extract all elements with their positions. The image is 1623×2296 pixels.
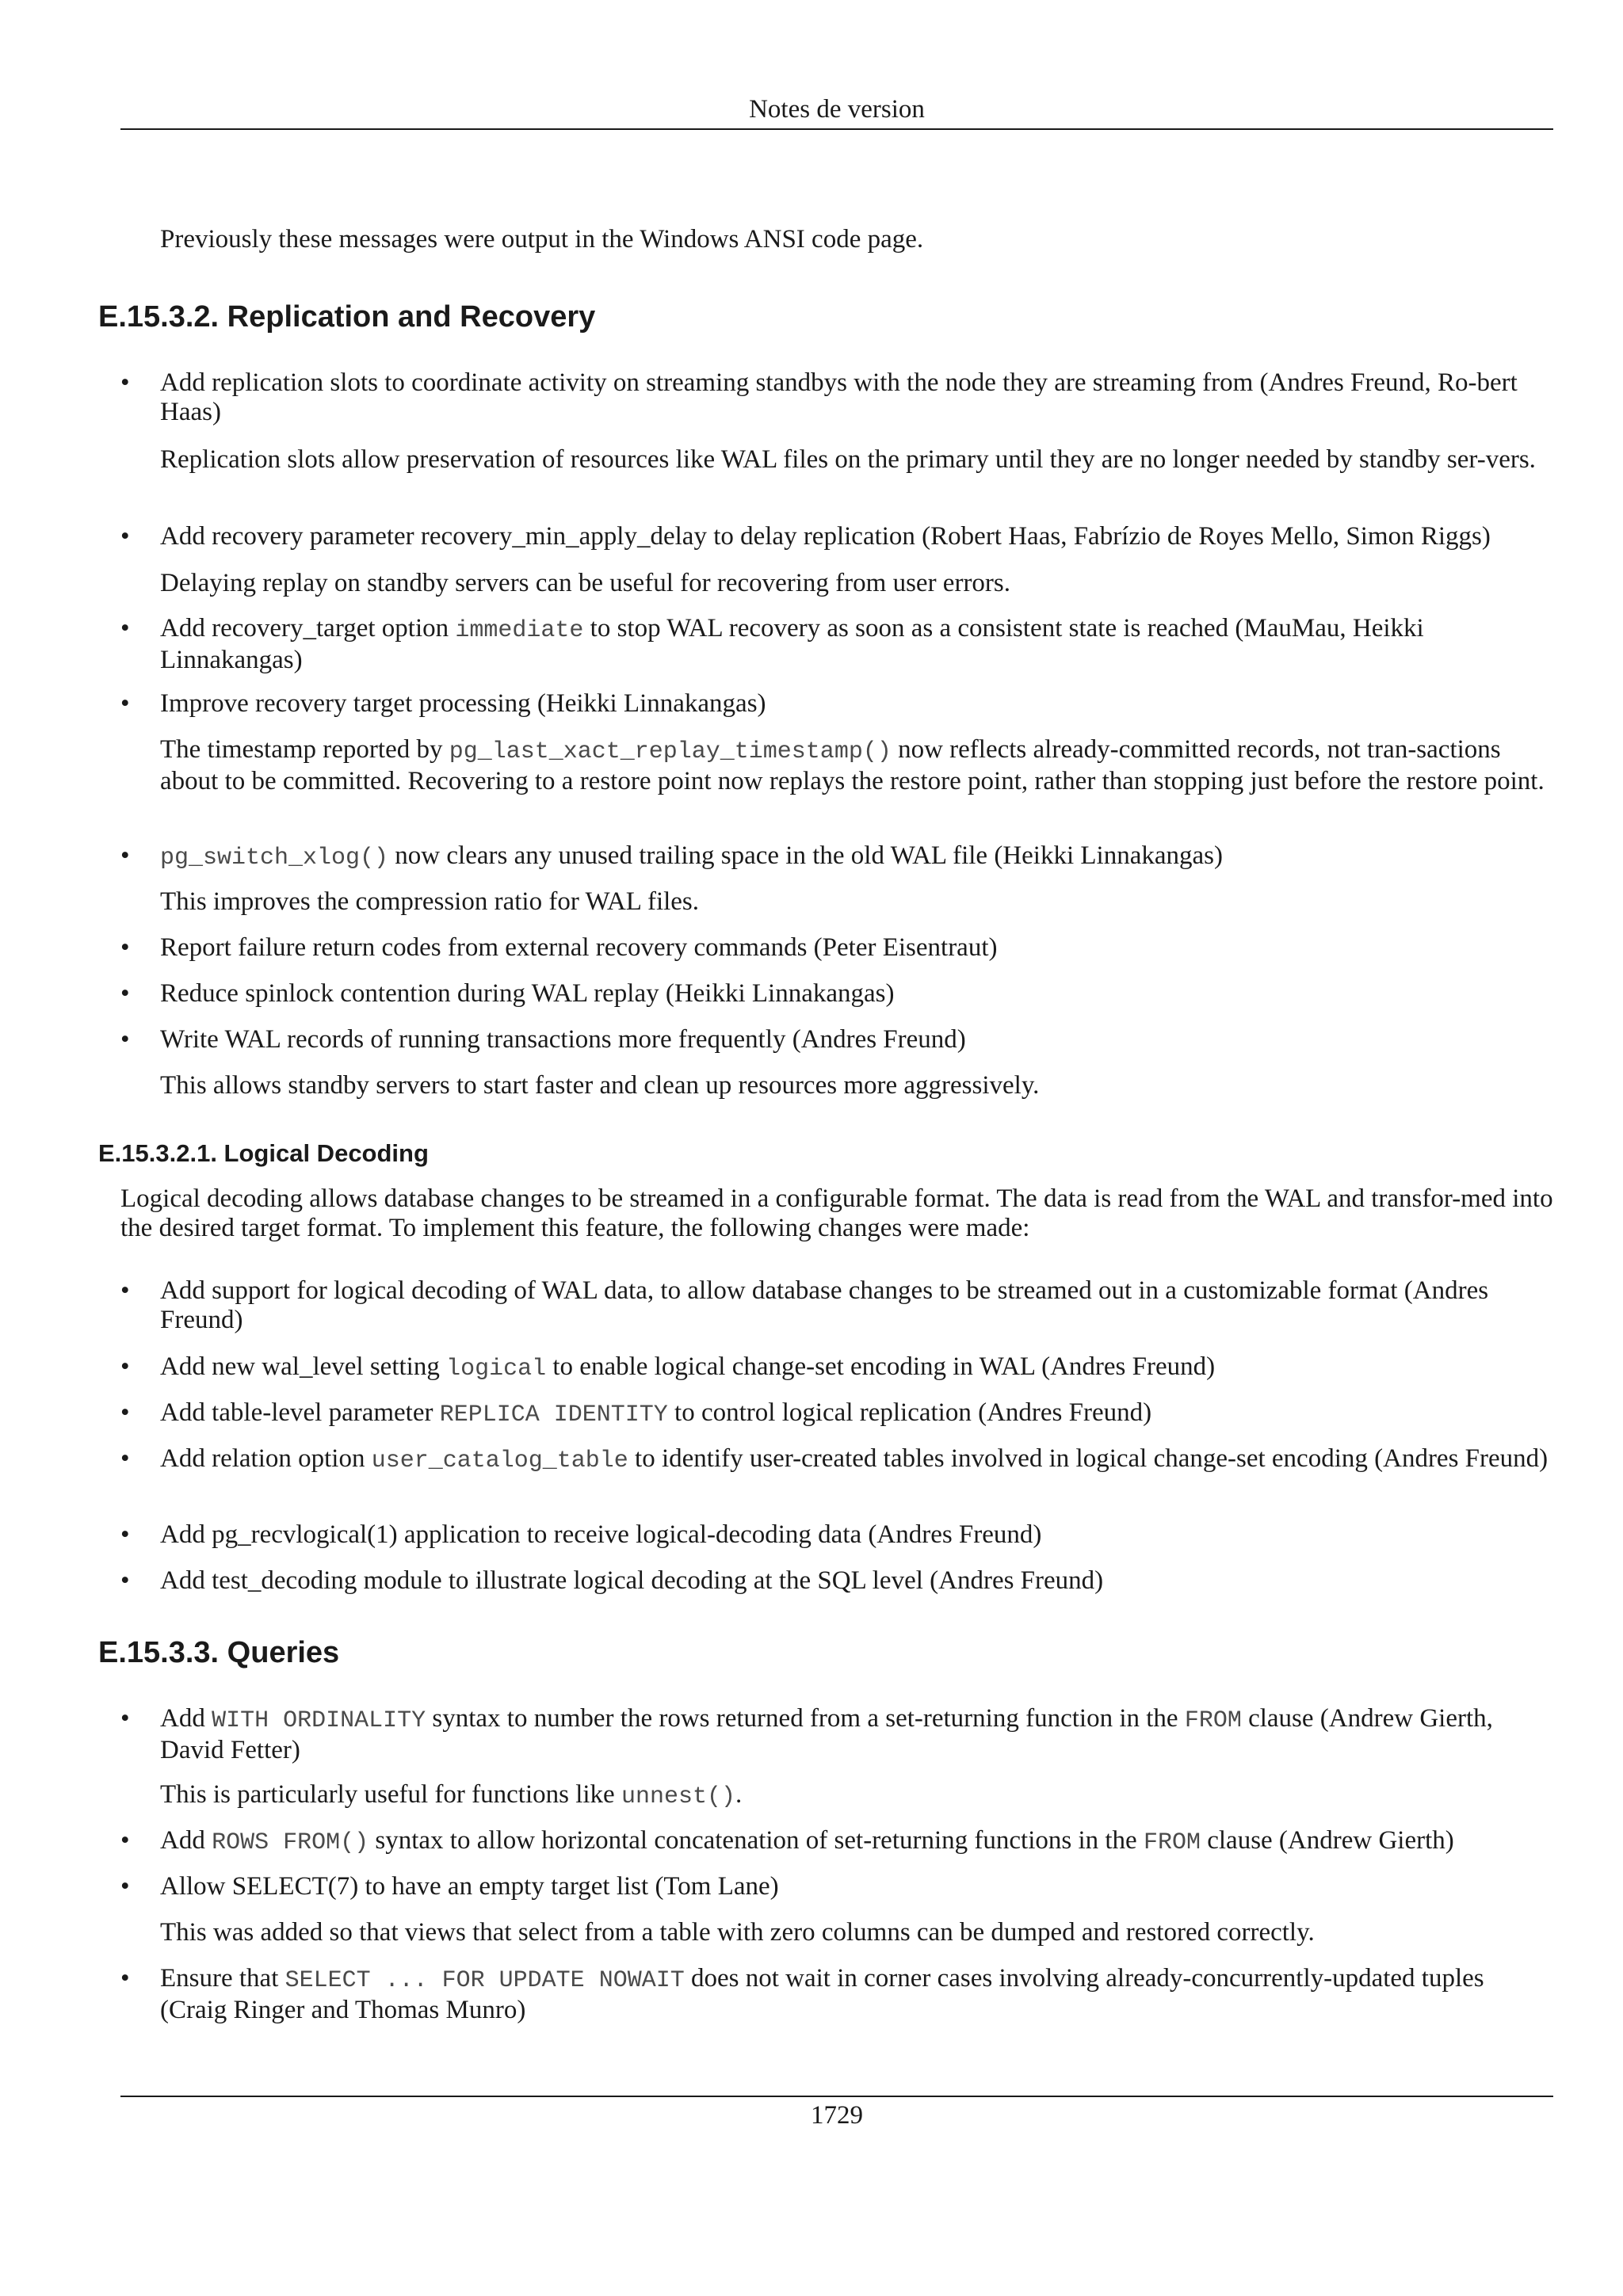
list-item-note: Delaying replay on standby servers can be useful for recovering from user errors. — [160, 569, 1011, 597]
header-rule — [120, 128, 1553, 130]
list-item-text: Add recovery parameter recovery_min_apply_delay to delay replication (Robert Haas, Fabrízio de Royes Mello, Simon Riggs) — [160, 522, 1491, 551]
inline-code: SELECT ... FOR UPDATE NOWAIT — [285, 1967, 685, 1994]
section-heading-replication: E.15.3.2. Replication and Recovery — [98, 300, 596, 334]
bullet: • — [120, 522, 130, 551]
list-item — [120, 1826, 1553, 1858]
list-item-text: Add replication slots to coordinate activity on streaming standbys with the node they are streaming from (Andres Freund, Ro-bert Haas) — [160, 368, 1518, 426]
list-item-text: Add relation option user_catalog_table to identify user-created tables involved in logical change-set encoding (Andres Freund) — [160, 1444, 1549, 1474]
page-number: 1729 — [811, 2101, 863, 2130]
list-item-text: Add ROWS FROM() syntax to allow horizontal concatenation of set-returning functions in the FROM clause (Andrew Gierth) — [160, 1826, 1454, 1856]
bullet: • — [120, 1444, 130, 1473]
bullet: • — [120, 1520, 130, 1549]
list-item — [120, 1872, 1553, 1901]
footer-rule — [120, 2096, 1553, 2097]
list-item-note: This allows standby servers to start faster and clean up resources more aggressively. — [160, 1071, 1040, 1100]
inline-code: FROM — [1143, 1829, 1201, 1856]
list-item-text: Reduce spinlock contention during WAL replay (Heikki Linnakangas) — [160, 979, 895, 1008]
bullet: • — [120, 933, 130, 962]
bullet: • — [120, 1872, 130, 1901]
list-item — [120, 1025, 1553, 1055]
bullet: • — [120, 1566, 130, 1595]
bullet: • — [120, 1964, 130, 1993]
list-item-text: Allow SELECT(7) to have an empty target list (Tom Lane) — [160, 1872, 779, 1901]
list-item-note: This was added so that views that select from a table with zero columns can be dumped and restored correctly. — [160, 1918, 1315, 1947]
list-item-text: Improve recovery target processing (Heikki Linnakangas) — [160, 689, 766, 718]
list-item — [120, 1444, 1553, 1476]
list-item — [120, 1964, 1553, 2025]
list-item — [120, 841, 1553, 873]
running-header: Notes de version — [749, 95, 925, 124]
inline-code: pg_last_xact_replay_timestamp() — [449, 738, 892, 765]
bullet: • — [120, 1352, 130, 1381]
list-item-text: Add table-level parameter REPLICA IDENTITY to control logical replication (Andres Freund) — [160, 1398, 1152, 1428]
bullet: • — [120, 614, 130, 643]
list-item — [120, 1704, 1553, 1765]
list-item — [120, 933, 1553, 963]
inline-code: ROWS FROM() — [212, 1829, 369, 1856]
inline-code: immediate — [455, 617, 584, 644]
bullet: • — [120, 841, 130, 870]
list-item-note: This improves the compression ratio for WAL files. — [160, 887, 700, 916]
list-item-text: Add support for logical decoding of WAL data, to allow database changes to be streamed out in a customizable format (Andres Freund) — [160, 1276, 1489, 1334]
list-item-text: pg_switch_xlog() now clears any unused trailing space in the old WAL file (Heikki Linnakangas) — [160, 841, 1223, 871]
list-item — [120, 1276, 1553, 1335]
bullet: • — [120, 979, 130, 1008]
bullet: • — [120, 1704, 130, 1733]
inline-code: REPLICA IDENTITY — [439, 1402, 668, 1428]
inline-code: logical — [446, 1356, 547, 1383]
section-heading-queries: E.15.3.3. Queries — [98, 1636, 340, 1669]
list-item-text: Write WAL records of running transactions more frequently (Andres Freund) — [160, 1025, 966, 1054]
inline-code: pg_switch_xlog() — [160, 845, 389, 871]
bullet: • — [120, 368, 130, 397]
list-item-note: Replication slots allow preservation of resources like WAL files on the primary until they are no longer needed by standby ser-vers. — [160, 445, 1536, 474]
list-item — [120, 1520, 1553, 1550]
intro-paragraph: Previously these messages were output in the Windows ANSI code page. — [160, 225, 924, 254]
list-item-text: Report failure return codes from external recovery commands (Peter Eisentraut) — [160, 933, 998, 962]
bullet: • — [120, 1025, 130, 1054]
list-item-note: The timestamp reported by pg_last_xact_replay_timestamp() now reflects already-committed records, not tran-sactions about to be committed. Recovering to a restore point now replays the restore point, rather than stopping just before the restore point. — [160, 735, 1545, 795]
inline-code: WITH ORDINALITY — [212, 1707, 426, 1734]
list-item — [120, 368, 1553, 427]
bullet: • — [120, 1398, 130, 1427]
subsection-intro: Logical decoding allows database changes to be streamed in a configurable format. The data is read from the WAL and transfor-med into the desired target format. To implement this feature, the following changes were made: — [120, 1184, 1553, 1242]
inline-code: unnest() — [621, 1783, 735, 1810]
list-item — [120, 979, 1553, 1009]
inline-code: user_catalog_table — [371, 1447, 628, 1474]
bullet: • — [120, 1826, 130, 1855]
bullet: • — [120, 689, 130, 718]
list-item-text: Add WITH ORDINALITY syntax to number the rows returned from a set-returning function in the FROM clause (Andrew Gierth, David Fetter) — [160, 1704, 1493, 1764]
bullet: • — [120, 1276, 130, 1305]
list-item-note: This is particularly useful for functions like unnest(). — [160, 1780, 743, 1810]
list-item — [120, 1566, 1553, 1596]
list-item-text: Add pg_recvlogical(1) application to receive logical-decoding data (Andres Freund) — [160, 1520, 1042, 1549]
list-item-text: Add new wal_level setting logical to enable logical change-set encoding in WAL (Andres Freund) — [160, 1352, 1216, 1383]
list-item — [120, 614, 1553, 675]
list-item — [120, 689, 1553, 719]
subsection-heading-logical-decoding: E.15.3.2.1. Logical Decoding — [98, 1139, 429, 1167]
list-item — [120, 1352, 1553, 1384]
list-item-text: Add recovery_target option immediate to stop WAL recovery as soon as a consistent state is reached (MauMau, Heikki Linnakangas) — [160, 614, 1424, 674]
list-item-text: Add test_decoding module to illustrate logical decoding at the SQL level (Andres Freund) — [160, 1566, 1104, 1595]
list-item — [120, 1398, 1553, 1430]
list-item-text: Ensure that SELECT ... FOR UPDATE NOWAIT does not wait in corner cases involving already-concurrently-updated tuples (Craig Ringer and Thomas Munro) — [160, 1964, 1484, 2024]
inline-code: FROM — [1184, 1707, 1242, 1734]
list-item — [120, 522, 1553, 551]
